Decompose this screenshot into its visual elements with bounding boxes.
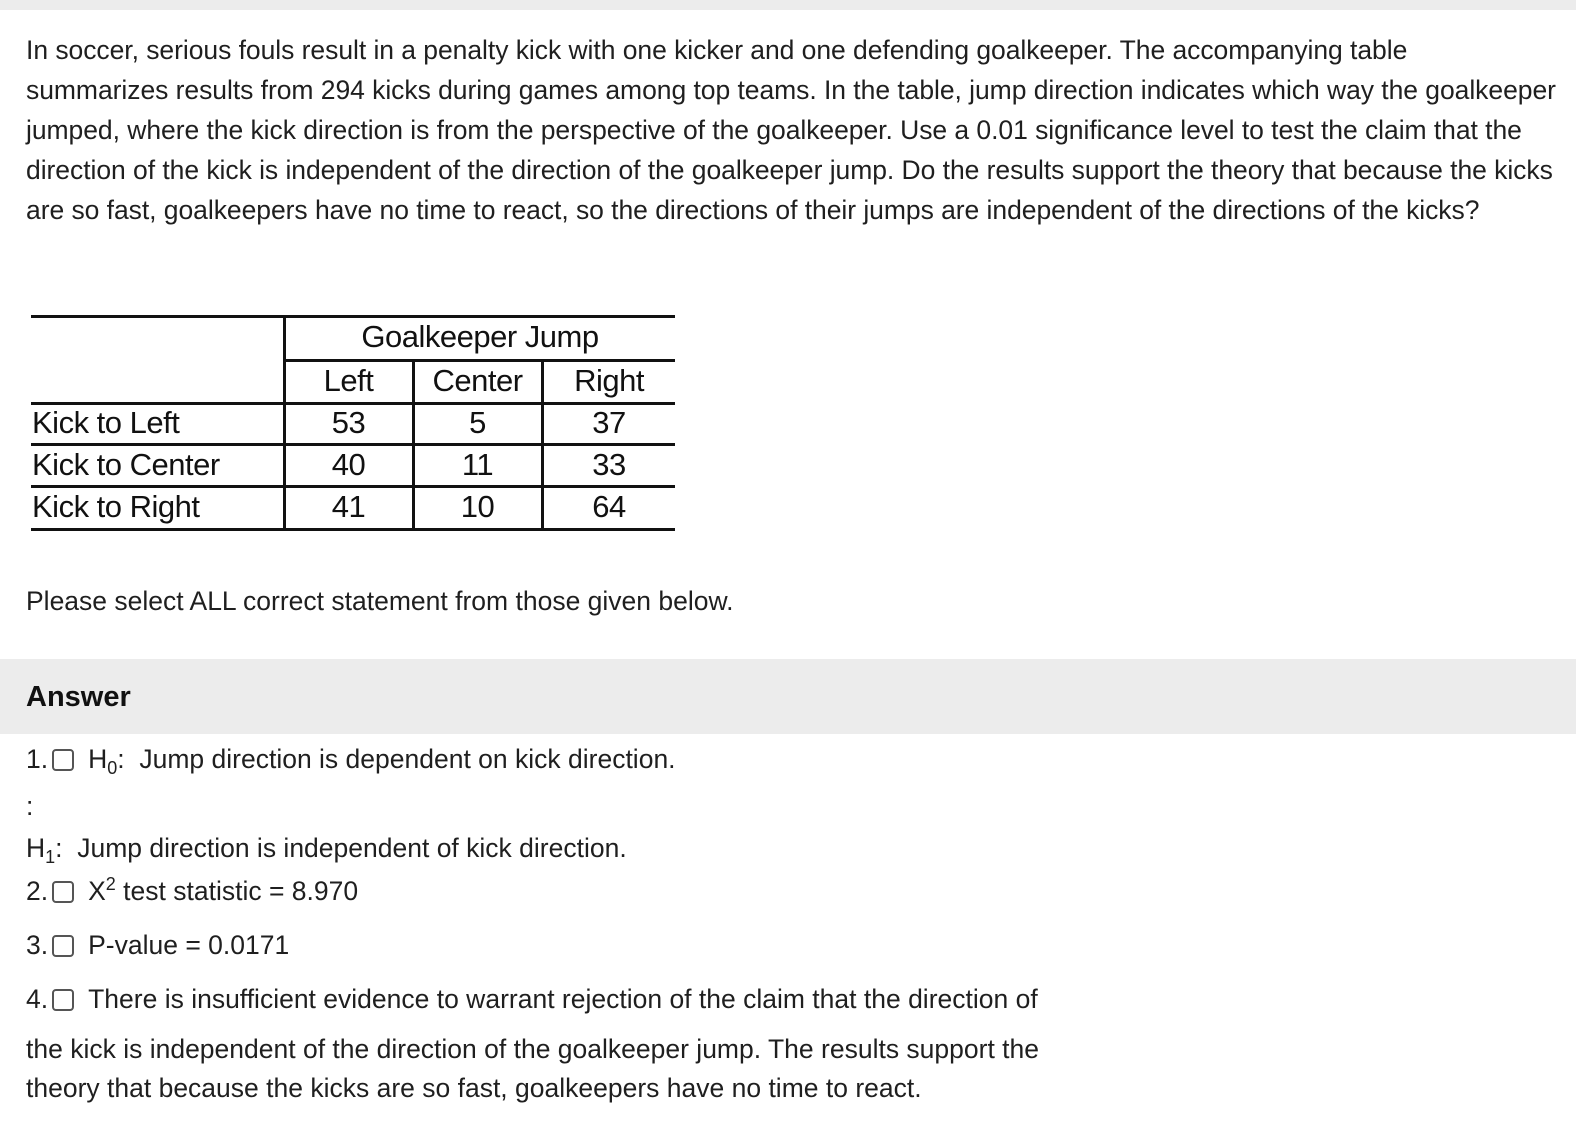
h0-symbol: H xyxy=(88,744,108,774)
answer-title: Answer xyxy=(26,681,131,713)
conclusion-line-3: theory that because the kicks are so fast, goalkeepers have no time to react. xyxy=(26,1073,922,1103)
chi-symbol: X xyxy=(88,876,106,906)
option-number: 1. xyxy=(26,744,49,774)
option-4-checkbox[interactable] xyxy=(52,989,74,1011)
table-cell: 37 xyxy=(592,405,626,440)
option-number: 2. xyxy=(26,876,49,906)
table-row-label: Kick to Right xyxy=(32,489,200,524)
answer-header-bar xyxy=(0,659,1576,734)
h0-subscript: 0 xyxy=(107,758,118,778)
table-cell: 33 xyxy=(592,447,626,482)
chi-superscript: 2 xyxy=(105,874,116,894)
conclusion-line-2: the kick is independent of the direction of the goalkeeper jump. The results support the xyxy=(26,1034,1040,1064)
table-row-label: Kick to Center xyxy=(32,447,220,482)
option-1-checkbox[interactable] xyxy=(52,749,74,771)
question-text: In soccer, serious fouls result in a penalty kick with one kicker and one defending goalkeeper. The accompanying table summarizes results from 294 kicks during games among top teams. In the table, jump direction indicates which way the goalkeeper jumped, where the kick direction is from the perspective of the goalkeeper. Use a 0.01 significance level to test the claim that the direction of the kick is independent of the direction of the goalkeeper jump. Do the results support the theory that because the kicks are so fast, goalkeepers have no time to react, so the directions of their jumps are independent of the directions of the kicks? xyxy=(26,35,1556,225)
table-cell: 5 xyxy=(469,405,486,440)
table-col-header-right: Right xyxy=(574,363,644,398)
hypothesis-separator: : xyxy=(26,791,34,821)
table-rule-bottom xyxy=(31,528,675,531)
table-cell: 64 xyxy=(592,489,626,524)
instruction-text: Please select ALL correct statement from those given below. xyxy=(26,586,734,616)
table-cell: 40 xyxy=(331,447,366,482)
h1-subscript: 1 xyxy=(45,847,56,867)
h0-statement: : Jump direction is dependent on kick direction. xyxy=(117,744,676,774)
test-statistic-text: test statistic = 8.970 xyxy=(115,876,359,906)
table-row-label: Kick to Left xyxy=(32,405,180,440)
option-2-checkbox[interactable] xyxy=(52,881,74,903)
table-cell: 11 xyxy=(461,447,494,482)
option-1 xyxy=(26,740,676,778)
option-number: 4. xyxy=(26,984,49,1014)
option-number: 3. xyxy=(26,930,49,960)
top-divider-strip xyxy=(0,0,1576,10)
table-cell: 53 xyxy=(331,405,366,440)
table-col-header-left: Left xyxy=(323,363,374,398)
option-3 xyxy=(26,926,289,964)
option-2 xyxy=(26,872,358,910)
h1-statement: : Jump direction is independent of kick direction. xyxy=(55,833,627,863)
table-cell: 10 xyxy=(460,489,495,524)
option-4 xyxy=(26,980,1038,1018)
conclusion-line-1: There is insufficient evidence to warrant rejection of the claim that the direction of xyxy=(88,984,1038,1014)
table-col-header-center: Center xyxy=(432,363,523,398)
p-value-text: P-value = 0.0171 xyxy=(88,930,290,960)
contingency-table xyxy=(31,315,675,531)
table-group-header: Goalkeeper Jump xyxy=(361,319,599,354)
h1-symbol: H xyxy=(26,833,46,863)
table-cell: 41 xyxy=(331,489,366,524)
h1-line xyxy=(26,829,627,867)
option-3-checkbox[interactable] xyxy=(52,935,74,957)
